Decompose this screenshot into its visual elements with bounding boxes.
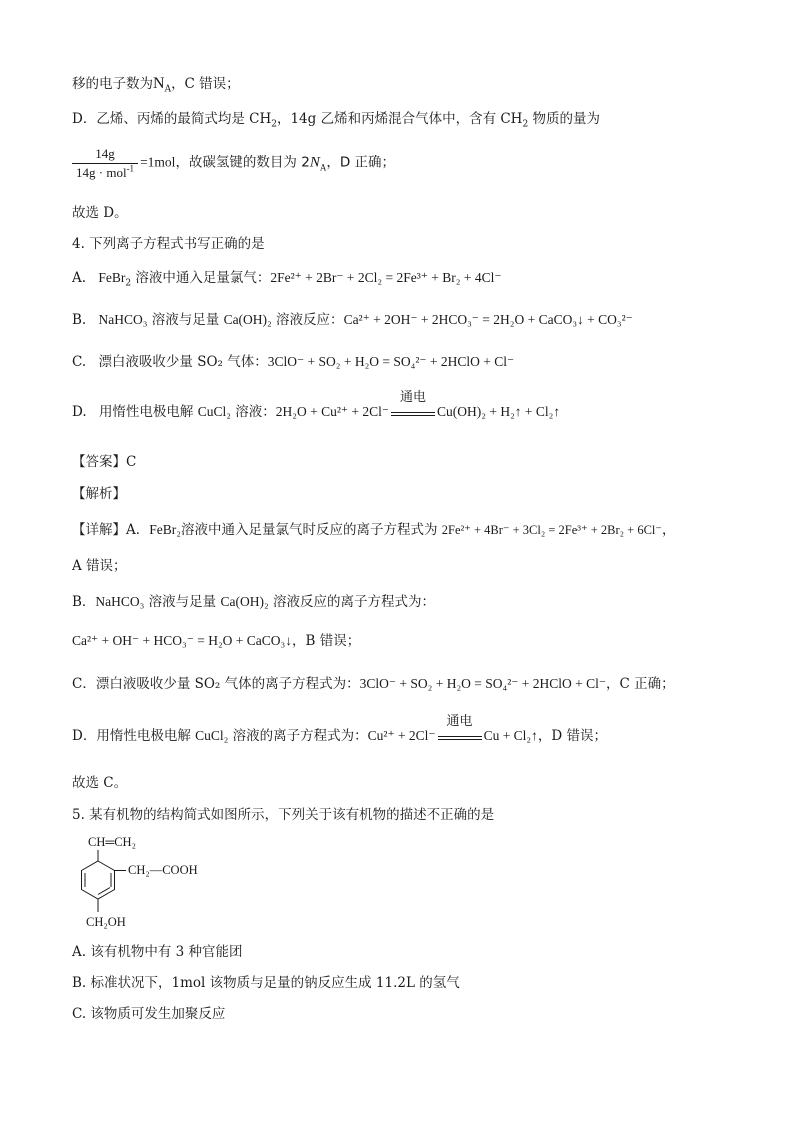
option-5c: C. 该物质可发生加聚反应 (72, 1006, 226, 1022)
text-fragment: D．用惰性电极电解 (72, 728, 196, 744)
double-bar (391, 412, 435, 416)
chem-formula: NaHCO₃ (95, 594, 145, 609)
text-fragment: D．乙烯、丙烯的最简式均是 CH (72, 111, 272, 127)
avogadro-symbol: N (153, 75, 165, 92)
question-4-title: 4. 下列离子方程式书写正确的是 (72, 236, 265, 252)
superscript: -1 (126, 163, 135, 174)
text-fragment: 溶液中通入足量氯气： (131, 270, 271, 286)
detail-c (72, 674, 675, 694)
solution-line-d (72, 109, 600, 129)
ionic-equation: 2Fe²⁺ + 4Br⁻ + 3Cl₂ = 2Fe³⁺ + 2Br₂ + 6Cl⁻ (441, 523, 662, 537)
answer-tag: 【答案】 (72, 454, 126, 470)
detail-d (72, 714, 608, 746)
condition-arrow (438, 714, 482, 740)
text-fragment: A． (126, 522, 150, 538)
mole-calculation (72, 146, 395, 181)
text-fragment: 溶液反应： (271, 312, 344, 328)
equation-left: Cu²⁺ + 2Cl⁻ (367, 728, 436, 743)
ionic-equation: Ca²⁺ + 2OH⁻ + 2HCO₃⁻ = 2H₂O + CaCO₃↓ + CO₃²⁻ (343, 312, 633, 327)
answer-line (72, 452, 136, 472)
fraction-numerator: 14g (72, 146, 138, 164)
option-d (72, 390, 561, 422)
subscript: A (164, 84, 172, 95)
text-fragment: ，14g 乙烯和丙烯混合气体中，含有 CH (276, 111, 523, 127)
chem-formula: NaHCO₃ (98, 312, 148, 327)
text-fragment: ，C 正确； (606, 676, 675, 692)
ionic-equation: 3ClO⁻ + SO₂ + H₂O = SO₄²⁻ + 2HClO + Cl⁻ (267, 354, 515, 369)
option-c (72, 352, 514, 372)
text-fragment: C．漂白液吸收少量 SO₂ 气体的离子方程式为： (72, 676, 360, 692)
fraction (72, 146, 138, 181)
ionic-equation: Ca²⁺ + OH⁻ + HCO₃⁻ = H₂O + CaCO₃↓ (72, 633, 292, 648)
chem-formula: FeBr (98, 270, 126, 285)
structural-formula (66, 830, 226, 934)
vinyl-group: CH═CH₂ (88, 835, 136, 849)
chem-formula: CuCl₂ (195, 728, 229, 743)
option-a (72, 268, 501, 288)
equation-right: Cu(OH)₂ + H₂↑ + Cl₂↑ (437, 404, 561, 419)
fraction-denominator (72, 164, 138, 181)
double-bar (438, 736, 482, 740)
detail-a-verdict: A 错误； (72, 558, 127, 574)
text-fragment: ，故碳氢键的数目为 2 (175, 154, 310, 171)
text-fragment: ，B 错误； (292, 633, 361, 649)
choice-line: 故选 C。 (72, 775, 128, 791)
text-fragment: B． (72, 594, 96, 610)
chem-formula: Ca(OH)₂ (220, 594, 269, 609)
text-fragment: 溶液中通入足量氯气时反应的离子方程式为 (180, 522, 442, 538)
text-fragment: ，D 正确； (326, 154, 396, 171)
ionic-equation: 2Fe²⁺ + 2Br⁻ + 2Cl₂ = 2Fe³⁺ + Br₂ + 4Cl⁻ (270, 270, 502, 285)
acetic-acid-group: CH₂—COOH (128, 863, 198, 877)
text-fragment: 移的电子数为 (72, 76, 153, 92)
option-label: C. (72, 354, 87, 370)
chem-formula: Ca(OH)₂ (223, 312, 272, 327)
den-text: 14g · mol (76, 165, 127, 180)
option-5a: A. 该有机物中有 3 种官能团 (72, 944, 243, 960)
solution-line-c (72, 74, 240, 94)
benzene-ring (82, 861, 115, 899)
analysis-tag: 【解析】 (72, 486, 126, 502)
equation-left: 2H₂O + Cu²⁺ + 2Cl⁻ (275, 404, 389, 419)
condition-label: 通电 (399, 390, 426, 405)
hydroxymethyl-group: CH₂OH (86, 915, 126, 929)
subscript: 2 (522, 119, 529, 130)
chem-formula: FeBr₂ (149, 522, 181, 537)
text-fragment: 溶液的离子方程式为： (228, 728, 368, 744)
question-5-title: 5. 某有机物的结构简式如图所示，下列关于该有机物的描述不正确的是 (72, 807, 495, 823)
avogadro-symbol: N (309, 154, 320, 171)
condition-arrow (391, 390, 435, 416)
text-fragment: ， (662, 522, 676, 538)
condition-label: 通电 (446, 714, 473, 729)
subscript: 2 (271, 119, 277, 130)
equals-value: =1mol (140, 154, 176, 170)
option-label: A. (72, 270, 87, 286)
text-fragment: 用惰性电极电解 (98, 404, 198, 420)
detail-b-equation (72, 631, 360, 651)
option-label: B. (72, 312, 87, 328)
text-fragment: 物质的量为 (528, 111, 600, 127)
text-fragment: ，D 错误； (537, 728, 608, 744)
detail-tag: 【详解】 (72, 522, 126, 538)
equation-right: Cu + Cl₂↑ (483, 728, 538, 743)
text-fragment: 溶液反应的离子方程式为： (268, 594, 435, 610)
ionic-equation: 3ClO⁻ + SO₂ + H₂O = SO₄²⁻ + 2HClO + Cl⁻ (359, 676, 607, 691)
chem-formula: CuCl₂ (197, 404, 231, 419)
text-fragment: ，C 错误； (171, 76, 240, 92)
subscript: A (319, 162, 327, 173)
option-b (72, 310, 633, 330)
text-fragment: 溶液与足量 (147, 312, 224, 328)
text-fragment: 溶液： (230, 404, 276, 420)
answer-value: C (126, 454, 137, 470)
detail-a (72, 520, 676, 540)
option-label: D. (72, 404, 87, 420)
detail-b (72, 592, 435, 612)
choice-line: 故选 D。 (72, 205, 128, 221)
text-fragment: 溶液与足量 (144, 594, 221, 610)
text-fragment: 漂白液吸收少量 SO₂ 气体： (98, 354, 268, 370)
subscript: 2 (125, 278, 132, 289)
option-5b: B. 标准状况下，1mol 该物质与足量的钠反应生成 11.2L 的氢气 (72, 975, 460, 991)
